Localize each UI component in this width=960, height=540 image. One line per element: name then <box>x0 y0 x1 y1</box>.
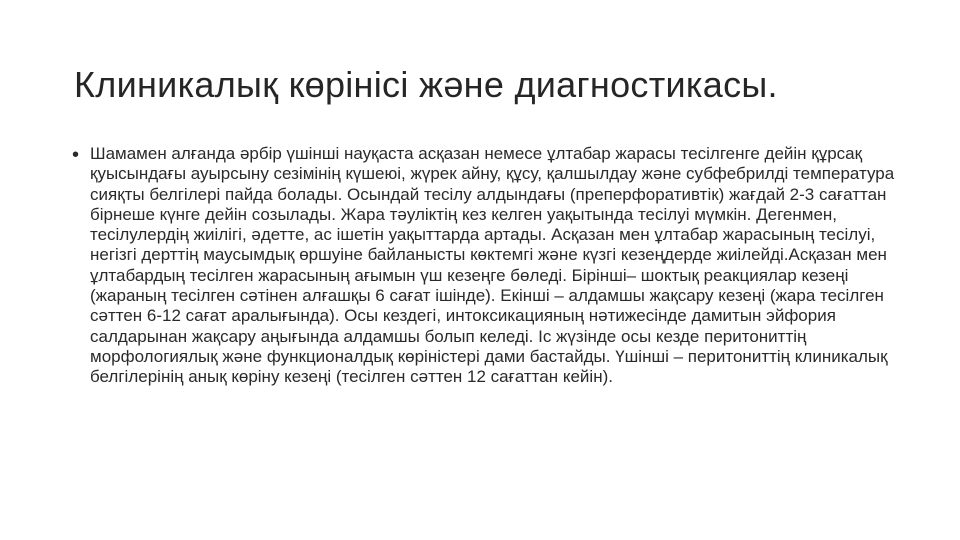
slide-title: Клиникалық көрінісі және диагностикасы. <box>74 64 778 105</box>
bullet-item <box>72 144 908 388</box>
bullet-marker: • <box>72 144 80 166</box>
bullet-text: Шамамен алғанда әрбір үшінші науқаста асқазан немесе ұлтабар жарасы тесілгенге дейін құрсақ қуысындағы ауырсыну сезімінің күшеюі, жүрек айну, құсу, қалшылдау және субфебрилді температура сияқты белгілері пайда болады. Осындай тесілу алдындағы (преперфоративтік) жағдай 2-3 сағаттан бірнеше күнге дейін созылады. Жара тәуліктің кез келген уақытында тесілуі мүмкін. Дегенмен, тесілулердің жиілігі, әдетте, ас ішетін уақыттарда артады. Асқазан мен ұлтабар жарасының тесілуі, негізгі дерттің маусымдық өршуіне байланысты көктемгі және күзгі кезеңдерде жиілейді.Асқазан мен ұлтабардың тесілген жарасының ағымын үш кезеңге бөледі. Бірінші– шоктық реакциялар кезеңі (жараның тесілген сәтінен алғашқы 6 сағат ішінде). Екінші – алдамшы жақсару кезеңі (жара тесілген сәттен 6-12 сағат аралығында). Осы кездегі, интоксикацияның нәтижесінде дамитын эйфория салдарынан жақсару аңығында алдамшы болып келеді. Іс жүзінде осы кезде перитониттің морфологиялық және функционалдық көріністері дами бастайды. Үшінші – перитониттің клиникалық белгілерінің анық көріну кезеңі (тесілген сәттен 12 сағаттан кейін). <box>90 144 895 387</box>
slide-content <box>72 144 908 388</box>
